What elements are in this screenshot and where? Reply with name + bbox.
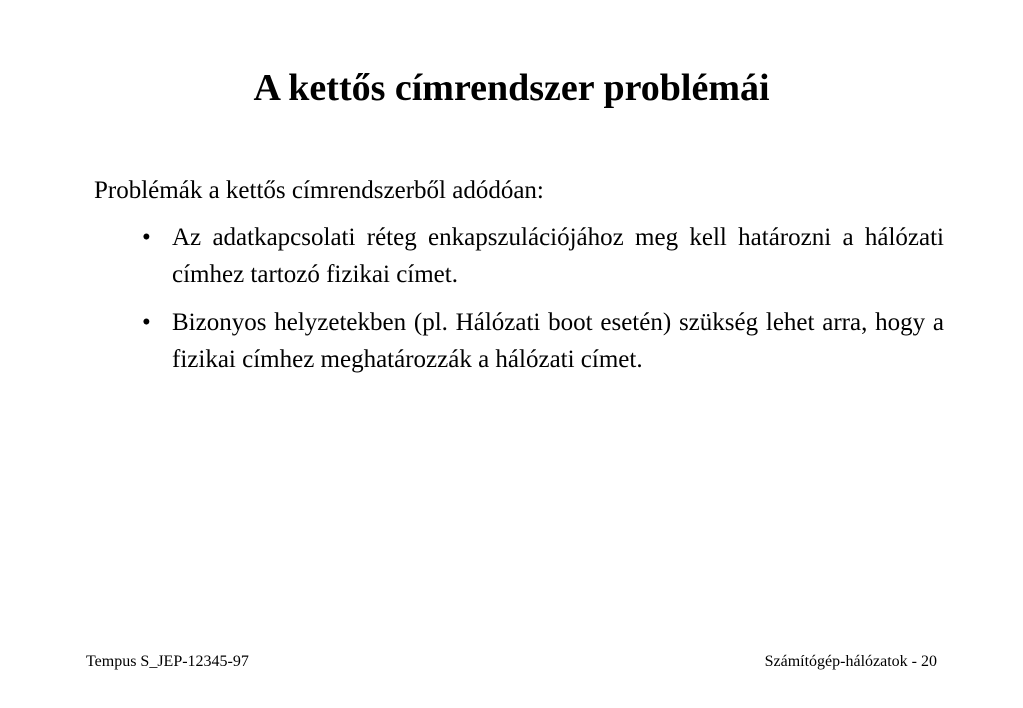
footer-project-code: Tempus S_JEP-12345-97 <box>86 653 249 670</box>
bullet-item <box>142 304 944 378</box>
footer-page-label: Számítógép-hálózatok - 20 <box>764 653 937 670</box>
intro-text: Problémák a kettős címrendszerből adódóan: <box>94 177 544 204</box>
bullet-text: Bizonyos helyzetekben (pl. Hálózati boot esetén) szükség lehet arra, hogy a fizikai címhez meghatározzák a hálózati címet. <box>172 309 944 373</box>
slide-title: A kettős címrendszer problémái <box>253 67 770 109</box>
bullet-text: Az adatkapcsolati réteg enkapszulációjához meg kell határozni a hálózati címhez tartozó fizikai címet. <box>172 224 944 288</box>
bullet-marker: • <box>142 224 151 251</box>
bullet-item <box>142 219 944 293</box>
bullet-marker: • <box>142 309 151 336</box>
bullet-list <box>142 219 944 389</box>
